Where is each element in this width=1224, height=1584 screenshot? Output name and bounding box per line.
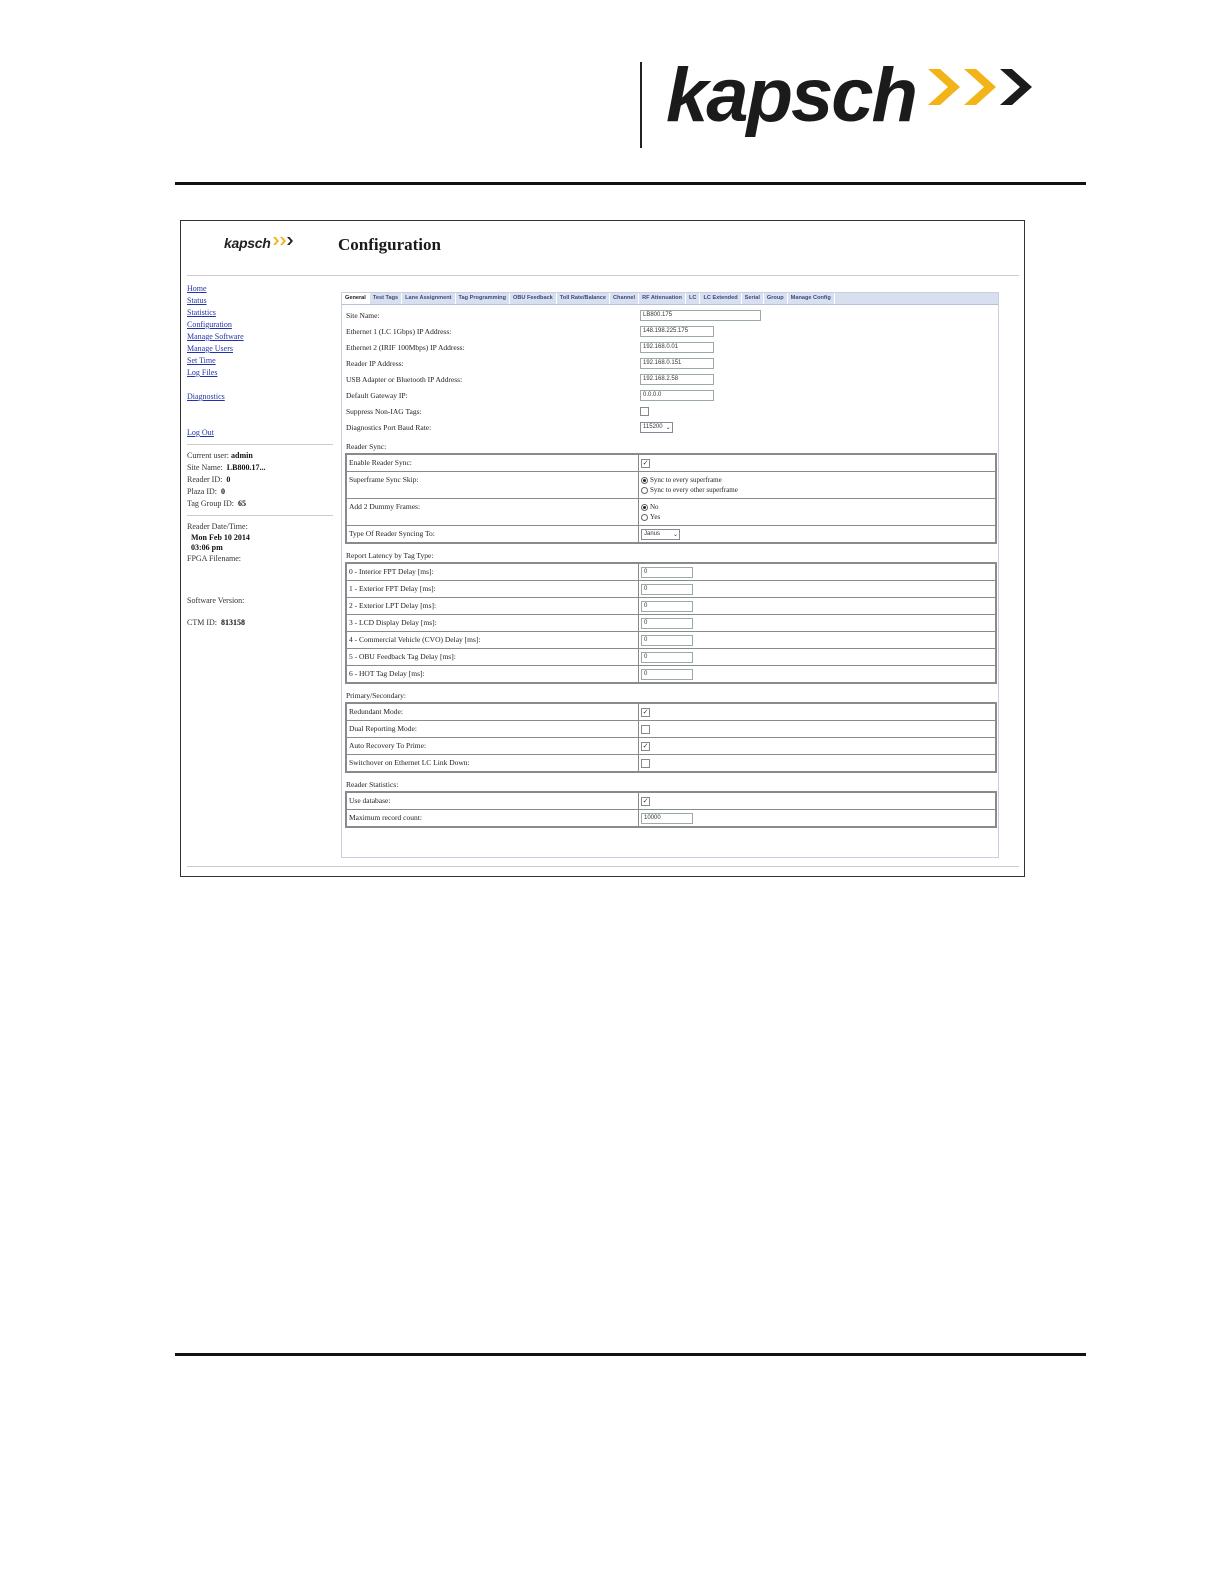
default-gateway-row <box>345 387 995 403</box>
tab-serial[interactable]: Serial <box>742 293 764 304</box>
table-row <box>347 615 995 632</box>
header-separator <box>187 275 1019 276</box>
table-row <box>347 499 995 526</box>
site-name-input[interactable]: LB800.175 <box>640 310 761 321</box>
suppress-non-iag-checkbox[interactable] <box>640 407 649 416</box>
sidebar <box>187 283 335 629</box>
hot-tag-delay-input[interactable]: 0 <box>641 669 693 680</box>
site-name-field-row <box>345 307 995 323</box>
suppress-non-iag-row <box>345 403 995 419</box>
tab-lc-extended[interactable]: LC Extended <box>700 293 741 304</box>
software-version-label: Software Version: <box>187 596 245 605</box>
header-divider <box>640 62 642 148</box>
row-label: Redundant Mode: <box>347 704 639 720</box>
default-gateway-input[interactable]: 0.0.0.0 <box>640 390 714 401</box>
tab-lc[interactable]: LC <box>686 293 700 304</box>
lcd-display-delay-input[interactable]: 0 <box>641 618 693 629</box>
table-row <box>347 738 995 755</box>
table-row <box>347 721 995 738</box>
tab-manage-config[interactable]: Manage Config <box>788 293 835 304</box>
footer-rule <box>175 1353 1086 1356</box>
nav-manage-software-link[interactable]: Manage Software <box>187 332 244 341</box>
tab-group[interactable]: Group <box>764 293 788 304</box>
ethernet1-ip-row <box>345 323 995 339</box>
footer-separator <box>187 866 1019 867</box>
row-label: 0 - Interior FPT Delay [ms]: <box>347 564 639 580</box>
reader-ip-input[interactable]: 192.168.0.151 <box>640 358 714 369</box>
usb-bluetooth-ip-row <box>345 371 995 387</box>
ethernet2-ip-input[interactable]: 192.168.0.01 <box>640 342 714 353</box>
app-logo <box>224 235 295 251</box>
sync-every-superframe-radio[interactable]: Sync to every superframe <box>641 475 993 485</box>
tab-channel[interactable]: Channel <box>610 293 639 304</box>
nav-home-link[interactable]: Home <box>187 284 207 293</box>
reader-sync-table <box>345 453 997 544</box>
field-label: Diagnostics Port Baud Rate: <box>346 422 432 432</box>
primary-secondary-table <box>345 702 997 773</box>
table-row <box>347 649 995 666</box>
reader-id-row: Reader ID: 0 <box>187 475 231 484</box>
tab-tag-programming[interactable]: Tag Programming <box>456 293 510 304</box>
report-latency-table <box>345 562 997 684</box>
current-user-row: Current user: admin <box>187 451 253 460</box>
enable-reader-sync-checkbox[interactable]: ✓ <box>642 458 649 467</box>
configuration-screenshot <box>180 220 1025 877</box>
interior-fpt-delay-input[interactable]: 0 <box>641 567 693 578</box>
sidebar-separator <box>187 515 333 516</box>
row-label: 1 - Exterior FPT Delay [ms]: <box>347 581 639 597</box>
logo-wordmark: kapsch <box>666 53 916 138</box>
row-label: 5 - OBU Feedback Tag Delay [ms]: <box>347 649 639 665</box>
kapsch-logo <box>666 53 1044 138</box>
table-row <box>347 793 995 810</box>
config-panel <box>341 292 999 858</box>
row-label: Use database: <box>347 793 639 809</box>
sidebar-separator <box>187 444 333 445</box>
nav-status-link[interactable]: Status <box>187 296 207 305</box>
obu-feedback-delay-input[interactable]: 0 <box>641 652 693 663</box>
use-database-checkbox[interactable]: ✓ <box>642 796 649 805</box>
table-row <box>347 581 995 598</box>
chevron-down-icon: ⌄ <box>665 424 671 431</box>
exterior-fpt-delay-input[interactable]: 0 <box>641 584 693 595</box>
row-label: Auto Recovery To Prime: <box>347 738 639 754</box>
config-tabs <box>342 293 998 305</box>
usb-bluetooth-ip-input[interactable]: 192.168.2.58 <box>640 374 714 385</box>
nav-log-files-link[interactable]: Log Files <box>187 368 218 377</box>
dual-reporting-checkbox[interactable] <box>641 725 650 734</box>
field-label: Ethernet 1 (LC 1Gbps) IP Address: <box>346 326 452 336</box>
site-name-row: Site Name: LB800.17... <box>187 463 266 472</box>
primary-secondary-heading: Primary/Secondary: <box>346 691 406 700</box>
nav-menu <box>187 283 335 439</box>
max-record-count-input[interactable]: 10000 <box>641 813 693 824</box>
page-title: Configuration <box>338 235 441 254</box>
table-row <box>347 526 995 542</box>
nav-set-time-link[interactable]: Set Time <box>187 356 216 365</box>
logout-link[interactable]: Log Out <box>187 428 214 437</box>
field-label: Suppress Non-IAG Tags: <box>346 406 422 416</box>
field-label: USB Adapter or Bluetooth IP Address: <box>346 374 463 384</box>
table-row <box>347 472 995 499</box>
dummy-frames-no-radio[interactable]: No <box>641 502 993 512</box>
table-row <box>347 632 995 649</box>
table-row <box>347 704 995 721</box>
table-row <box>347 755 995 771</box>
field-label: Site Name: <box>346 310 380 320</box>
reader-sync-heading: Reader Sync: <box>346 442 387 451</box>
row-label: Dual Reporting Mode: <box>347 721 639 737</box>
row-label: Superframe Sync Skip: <box>347 472 639 498</box>
switchover-checkbox[interactable] <box>641 759 650 768</box>
row-label: 2 - Exterior LPT Delay [ms]: <box>347 598 639 614</box>
row-label: 3 - LCD Display Delay [ms]: <box>347 615 639 631</box>
tab-lane-assignment[interactable]: Lane Assignment <box>402 293 455 304</box>
nav-statistics-link[interactable]: Statistics <box>187 308 216 317</box>
row-label: 4 - Commercial Vehicle (CVO) Delay [ms]: <box>347 632 639 648</box>
row-label: Add 2 Dummy Frames: <box>347 499 639 525</box>
row-label: Switchover on Ethernet LC Link Down: <box>347 755 639 771</box>
tab-test-tags[interactable]: Test Tags <box>370 293 402 304</box>
ethernet1-ip-input[interactable]: 148.198.225.175 <box>640 326 714 337</box>
reader-statistics-table <box>345 791 997 828</box>
exterior-lpt-delay-input[interactable]: 0 <box>641 601 693 612</box>
row-label: Type Of Reader Syncing To: <box>347 526 639 542</box>
row-label: Maximum record count: <box>347 810 639 826</box>
nav-configuration-link[interactable]: Configuration <box>187 320 232 329</box>
field-label: Default Gateway IP: <box>346 390 408 400</box>
reader-time: 03:06 pm <box>191 543 223 552</box>
table-row <box>347 455 995 472</box>
dummy-frames-yes-radio[interactable]: Yes <box>641 512 993 522</box>
field-label: Ethernet 2 (IRIF 100Mbps) IP Address: <box>346 342 465 352</box>
baud-rate-select[interactable]: 115200 ⌄ <box>640 422 673 433</box>
reader-date: Mon Feb 10 2014 <box>191 533 250 542</box>
fpga-filename-label: FPGA Filename: <box>187 554 242 563</box>
logo-chevrons-icon <box>924 63 1044 111</box>
redundant-mode-checkbox[interactable]: ✓ <box>642 707 649 716</box>
sync-every-other-superframe-radio[interactable]: Sync to every other superframe <box>641 485 993 495</box>
table-row <box>347 598 995 615</box>
tab-rf-attenuation[interactable]: RF Attenuation <box>639 293 686 304</box>
baud-rate-row <box>345 419 995 435</box>
header-rule <box>175 182 1086 185</box>
reader-statistics-heading: Reader Statistics: <box>346 780 399 789</box>
chevron-down-icon: ⌄ <box>672 531 678 538</box>
app-logo-chevrons-icon <box>273 236 295 246</box>
plaza-id-row: Plaza ID: 0 <box>187 487 225 496</box>
app-logo-wordmark: kapsch <box>224 235 271 251</box>
row-label: 6 - HOT Tag Delay [ms]: <box>347 666 639 682</box>
report-latency-heading: Report Latency by Tag Type: <box>346 551 434 560</box>
general-tab-content <box>342 305 998 828</box>
table-row <box>347 666 995 682</box>
tab-obu-feedback[interactable]: OBU Feedback <box>510 293 557 304</box>
field-label: Reader IP Address: <box>346 358 404 368</box>
tag-group-id-row: Tag Group ID: 65 <box>187 499 246 508</box>
reader-datetime-label: Reader Date/Time: <box>187 522 248 531</box>
nav-diagnostics-link[interactable]: Diagnostics <box>187 392 225 401</box>
ethernet2-ip-row <box>345 339 995 355</box>
reader-info <box>187 450 335 510</box>
ctm-id-row: CTM ID: 813158 <box>187 618 245 627</box>
tab-toll-rate-balance[interactable]: Toll Rate/Balance <box>557 293 610 304</box>
reader-type-select[interactable]: Janus ⌄ <box>641 529 680 540</box>
nav-manage-users-link[interactable]: Manage Users <box>187 344 233 353</box>
auto-recovery-checkbox[interactable]: ✓ <box>642 741 649 750</box>
tab-general[interactable]: General <box>342 293 370 304</box>
cvo-delay-input[interactable]: 0 <box>641 635 693 646</box>
table-row <box>347 564 995 581</box>
row-label: Enable Reader Sync: <box>347 455 639 471</box>
reader-ip-row <box>345 355 995 371</box>
table-row <box>347 810 995 826</box>
